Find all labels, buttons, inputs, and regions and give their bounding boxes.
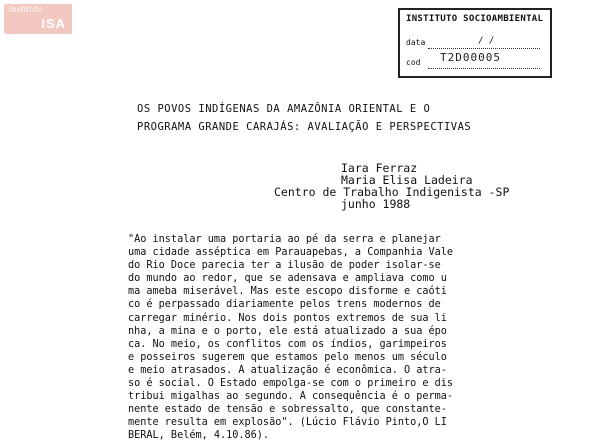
author-organization: Centro de Trabalho Indigenista -SP [274,185,510,199]
author-2: Maria Elisa Ladeira [341,173,473,187]
quote-line: co é perpassado diariamente pelos trens modernos de [128,299,441,311]
stamp-code-value: T2D00005 [440,51,501,64]
logo-text: ISA [41,16,66,31]
quote-line: e meio atrasados. A atualização é econômica. O atra- [128,364,447,376]
document-date: junho 1988 [341,197,411,211]
stamp-code-line [428,68,540,69]
quote-line: do mundo ao redor, que se adensava e ampliava como u [128,273,447,285]
stamp-header: INSTITUTO SOCIOAMBIENTAL [406,14,544,24]
document-title-line-2: PROGRAMA GRANDE CARAJÁS: AVALIAÇÃO E PERSPECTIVAS [137,121,472,133]
stamp-date-value: / / [478,36,495,46]
quote-line: uma cidade asséptica em Parauapebas, a Companhia Vale [128,247,454,259]
quote-line: nente estado de tensão e sobressalto, que constante- [128,404,447,416]
stamp-date-label: data [406,38,426,47]
quote-line: ca. No meio, os conflitos com os índios, garimpeiros [128,338,447,350]
quote-line: ma ameba miserável. Mas este escopo disforme e caóti [128,286,447,298]
quote-line: BERAL, Belém, 4.10.86). [128,430,270,442]
quote-line: mente resulta em explosão". (Lúcio Flávio Pinto,O LI [128,417,447,429]
archive-stamp [398,8,552,78]
stamp-date-line [428,48,540,49]
quote-line: nha, a mina e o porto, ele está atualizado a sua épo [128,325,447,337]
quote-line: "Ao instalar uma portaria ao pé da serra e planejar [128,234,441,245]
quote-line: so é social. O Estado empolga-se com o primeiro e dis [128,378,454,390]
quote-line: tribui migalhas ao segundo. A consequência é o perma- [128,391,454,403]
quote-line: do Rio Doce parecia ter a ilusão de poder isolar-se [128,260,441,272]
logo-top-text: Instituto [8,5,43,14]
quote-line: e posseiros sugerem que estamos pelo menos um século [128,351,447,363]
quote-line: carregar minério. Nos dois pontos extremos de sua li [128,312,447,324]
stamp-code-label: cod [406,58,421,67]
isa-logo [4,4,72,34]
document-title-line-1: OS POVOS INDÍGENAS DA AMAZÔNIA ORIENTAL E O [137,103,431,115]
author-1: Iara Ferraz [341,161,418,175]
epigraph-quote [128,233,548,443]
